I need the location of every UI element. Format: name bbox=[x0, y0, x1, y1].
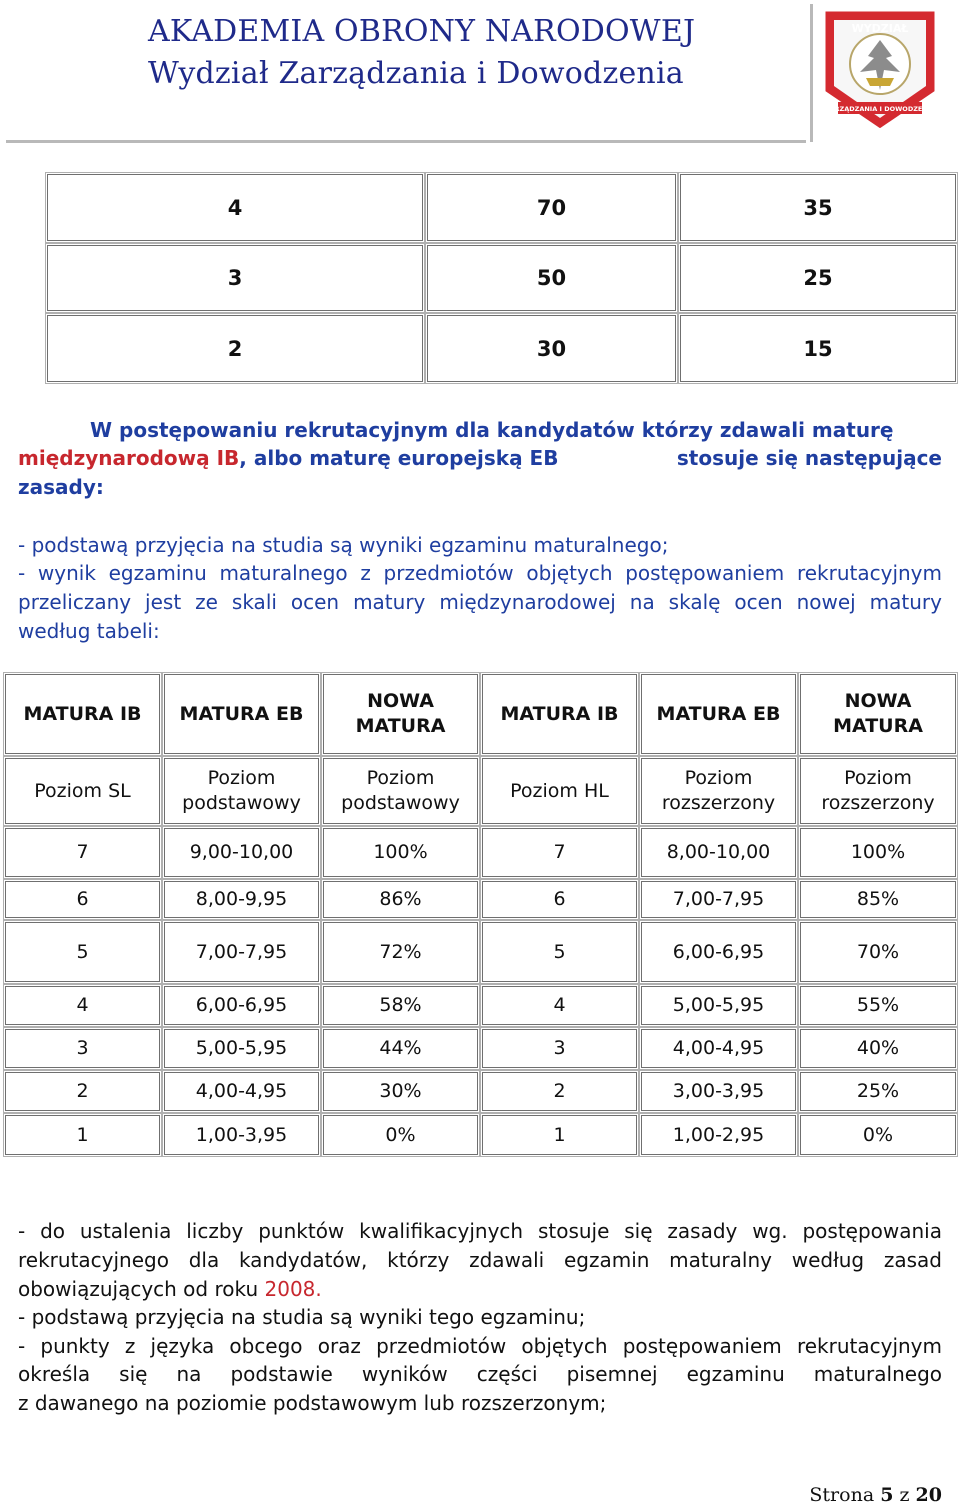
level-cell: Poziom rozszerzony bbox=[641, 758, 796, 824]
level-cell: Poziom SL bbox=[5, 758, 160, 824]
table-cell: 1 bbox=[5, 1115, 160, 1155]
table-cell: 25% bbox=[800, 1072, 956, 1111]
rule-line: przeliczany jest ze skali ocen matury międzynarodowej na skalę ocen nowej matury bbox=[18, 590, 942, 614]
header-divider bbox=[6, 140, 806, 143]
table-cell: 2 bbox=[5, 1072, 160, 1111]
level-cell: Poziom podstawowy bbox=[164, 758, 319, 824]
rule-line: - punkty z języka obcego oraz przedmiotów objętych postępowaniem rekrutacyjnym bbox=[18, 1334, 942, 1358]
rule-line: rekrutacyjnego dla kandydatów, którzy zdawali egzamin maturalny według zasad bbox=[18, 1248, 942, 1272]
rule-line bbox=[18, 1275, 942, 1304]
intro-ib: międzynarodową IB bbox=[18, 446, 240, 470]
page-number bbox=[809, 1484, 942, 1506]
total-pages: 20 bbox=[915, 1484, 942, 1506]
table-cell: 86% bbox=[323, 881, 478, 918]
table-cell: 100% bbox=[323, 828, 478, 877]
table-cell: 3 bbox=[47, 245, 423, 311]
table-cell: 7 bbox=[482, 828, 637, 877]
svg-text:ZARZĄDZANIA I DOWODZENIA: ZARZĄDZANIA I DOWODZENIA bbox=[824, 105, 936, 113]
table-cell: 6 bbox=[482, 881, 637, 918]
table-cell: 72% bbox=[323, 922, 478, 982]
table-cell: 85% bbox=[800, 881, 956, 918]
rule-line: z dawanego na poziomie podstawowym lub rozszerzonym; bbox=[18, 1391, 607, 1415]
table-cell: 7 bbox=[5, 828, 160, 877]
table-cell: 5 bbox=[5, 922, 160, 982]
eagle-emblem-icon bbox=[820, 6, 940, 134]
intro-rule: stosuje się następujące bbox=[676, 446, 942, 470]
level-cell: Poziom rozszerzony bbox=[800, 758, 956, 824]
table-cell: 4 bbox=[5, 986, 160, 1025]
table-cell: 6,00-6,95 bbox=[164, 986, 319, 1025]
rule-line: według tabeli: bbox=[18, 619, 160, 643]
level-cell: Poziom HL bbox=[482, 758, 637, 824]
rule-line: - do ustalenia liczby punktów kwalifikacyjnych stosuje się zasady wg. postępowania bbox=[18, 1219, 942, 1243]
table-cell: 8,00-10,00 bbox=[641, 828, 796, 877]
table-cell: 50 bbox=[427, 245, 676, 311]
table-cell: 5 bbox=[482, 922, 637, 982]
rule-line: określa się na podstawie wyników części pisemnej egzaminu maturalnego bbox=[18, 1362, 942, 1386]
table-cell: 4,00-4,95 bbox=[164, 1072, 319, 1111]
svg-text:WYDZIAŁ: WYDZIAŁ bbox=[851, 22, 909, 35]
page-sep: z bbox=[899, 1484, 910, 1506]
table-cell: 100% bbox=[800, 828, 956, 877]
table-cell: 8,00-9,95 bbox=[164, 881, 319, 918]
column-header: MATURA IB bbox=[5, 674, 160, 754]
table-cell: 44% bbox=[323, 1029, 478, 1068]
table-cell: 15 bbox=[680, 315, 956, 382]
table-cell: 4 bbox=[482, 986, 637, 1025]
column-header: NOWA MATURA bbox=[323, 674, 478, 754]
table-cell: 55% bbox=[800, 986, 956, 1025]
table-cell: 40% bbox=[800, 1029, 956, 1068]
table-cell: 7,00-7,95 bbox=[641, 881, 796, 918]
column-header: MATURA EB bbox=[641, 674, 796, 754]
table-cell: 1,00-2,95 bbox=[641, 1115, 796, 1155]
intro-line-3: zasady: bbox=[18, 475, 104, 499]
table-cell: 4 bbox=[47, 174, 423, 241]
table-cell: 25 bbox=[680, 245, 956, 311]
current-page: 5 bbox=[880, 1484, 894, 1506]
level-cell: Poziom podstawowy bbox=[323, 758, 478, 824]
table-cell: 5,00-5,95 bbox=[641, 986, 796, 1025]
table-cell: 70% bbox=[800, 922, 956, 982]
table-cell: 2 bbox=[47, 315, 423, 382]
table-cell: 3,00-3,95 bbox=[641, 1072, 796, 1111]
year: 2008. bbox=[264, 1277, 322, 1301]
table-cell: 9,00-10,00 bbox=[164, 828, 319, 877]
header-title: AKADEMIA OBRONY NARODOWEJ bbox=[148, 14, 696, 49]
table-cell: 6,00-6,95 bbox=[641, 922, 796, 982]
table-cell: 58% bbox=[323, 986, 478, 1025]
table-cell: 0% bbox=[800, 1115, 956, 1155]
table-cell: 4,00-4,95 bbox=[641, 1029, 796, 1068]
header-vertical-divider bbox=[810, 4, 813, 142]
intro-eb: , albo maturę europejską EB bbox=[239, 446, 559, 470]
table-cell: 0% bbox=[323, 1115, 478, 1155]
table-cell: 1,00-3,95 bbox=[164, 1115, 319, 1155]
table-cell: 6 bbox=[5, 881, 160, 918]
column-header: MATURA EB bbox=[164, 674, 319, 754]
column-header: MATURA IB bbox=[482, 674, 637, 754]
table-cell: 30 bbox=[427, 315, 676, 382]
table-cell: 70 bbox=[427, 174, 676, 241]
page-header bbox=[0, 0, 960, 146]
table-cell: 5,00-5,95 bbox=[164, 1029, 319, 1068]
table-cell: 2 bbox=[482, 1072, 637, 1111]
table-cell: 3 bbox=[5, 1029, 160, 1068]
table-cell: 35 bbox=[680, 174, 956, 241]
rule-text: obowiązujących od roku bbox=[18, 1277, 265, 1301]
intro-line-1: W postępowaniu rekrutacyjnym dla kandydatów którzy zdawali maturę bbox=[90, 418, 894, 442]
page-label: Strona bbox=[809, 1484, 875, 1506]
table-cell: 30% bbox=[323, 1072, 478, 1111]
table-cell: 7,00-7,95 bbox=[164, 922, 319, 982]
rule-line: - podstawą przyjęcia na studia są wyniki tego egzaminu; bbox=[18, 1305, 586, 1329]
rule-line: - podstawą przyjęcia na studia są wyniki egzaminu maturalnego; bbox=[18, 533, 669, 557]
rule-line: - wynik egzaminu maturalnego z przedmiotów objętych postępowaniem rekrutacyjnym bbox=[18, 561, 942, 585]
column-header: NOWA MATURA bbox=[800, 674, 956, 754]
header-subtitle: Wydział Zarządzania i Dowodzenia bbox=[148, 56, 684, 91]
intro-line-2 bbox=[18, 444, 942, 473]
table-cell: 3 bbox=[482, 1029, 637, 1068]
table-cell: 1 bbox=[482, 1115, 637, 1155]
